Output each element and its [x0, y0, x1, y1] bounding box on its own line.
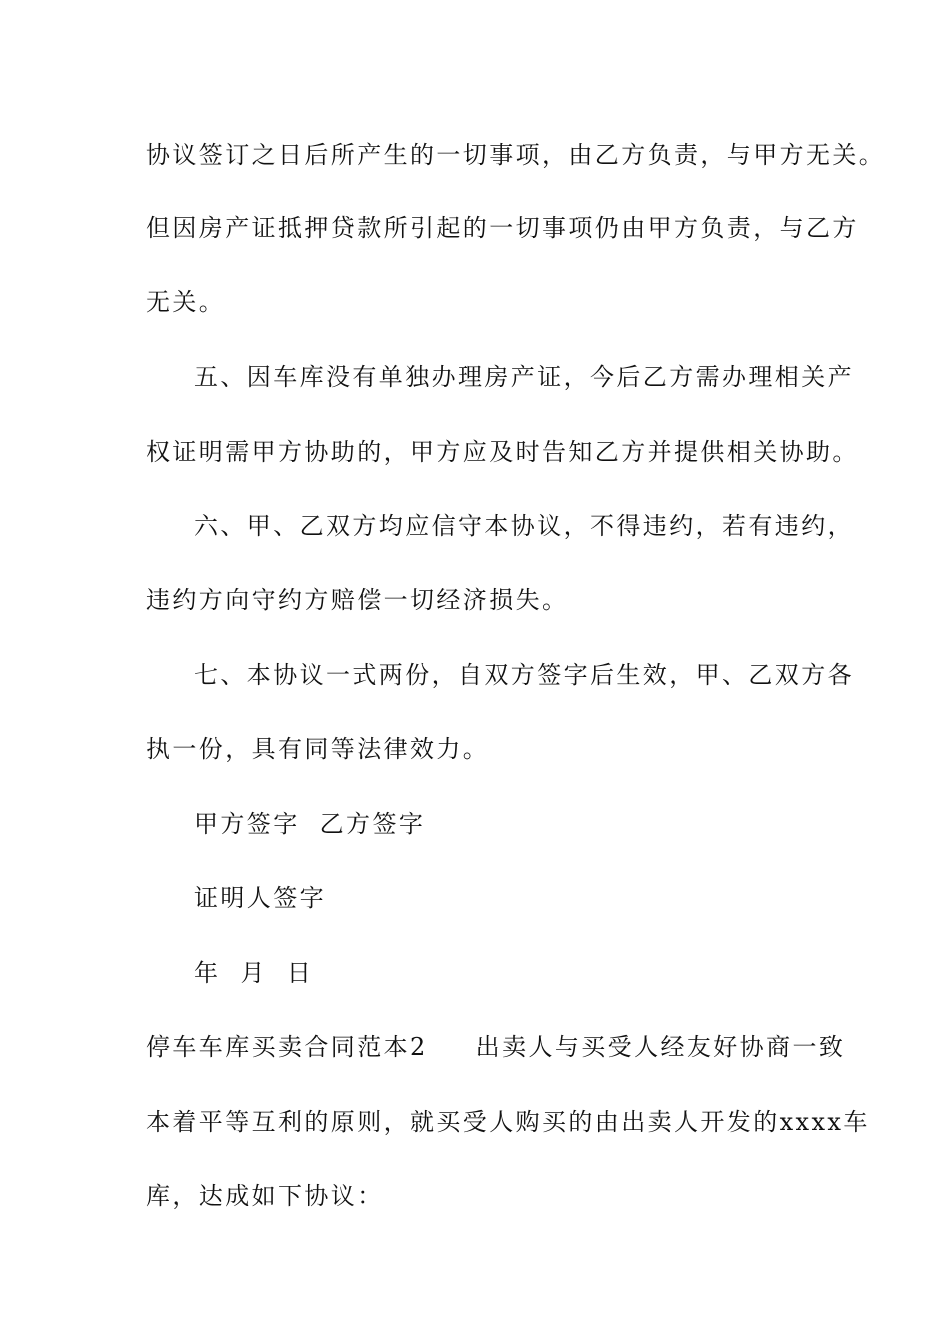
section-heading-line — [146, 1032, 846, 1062]
text-line: 库，达成如下协议： — [146, 1182, 384, 1210]
text-line: 权证明需甲方协助的，甲方应及时告知乙方并提供相关协助。 — [146, 438, 859, 466]
text-line: 无关。 — [146, 288, 226, 316]
signature-line: 甲方签字 乙方签字 — [194, 810, 426, 838]
text-line: 违约方向守约方赔偿一切经济损失。 — [146, 586, 569, 614]
date-line: 年 月 日 — [194, 959, 314, 987]
text-line: 本着平等互利的原则，就买受人购买的由出卖人开发的xxxx车 — [146, 1108, 870, 1136]
text-line: 六、甲、乙双方均应信守本协议，不得违约，若有违约， — [194, 512, 854, 540]
text-line: 七、本协议一式两份，自双方签字后生效，甲、乙双方各 — [194, 661, 854, 689]
text-line: 执一份，具有同等法律效力。 — [146, 735, 490, 763]
text-line: 但因房产证抵押贷款所引起的一切事项仍由甲方负责，与乙方 — [146, 214, 859, 242]
section-first-sentence: 出卖人与买受人经友好协商一致 — [475, 1033, 846, 1061]
witness-line: 证明人签字 — [194, 884, 326, 912]
text-line: 五、因车库没有单独办理房产证，今后乙方需办理相关产 — [194, 363, 854, 391]
section-title: 停车车库买卖合同范本2 — [146, 1033, 428, 1061]
text-line: 协议签订之日后所产生的一切事项，由乙方负责，与甲方无关。 — [146, 141, 886, 169]
